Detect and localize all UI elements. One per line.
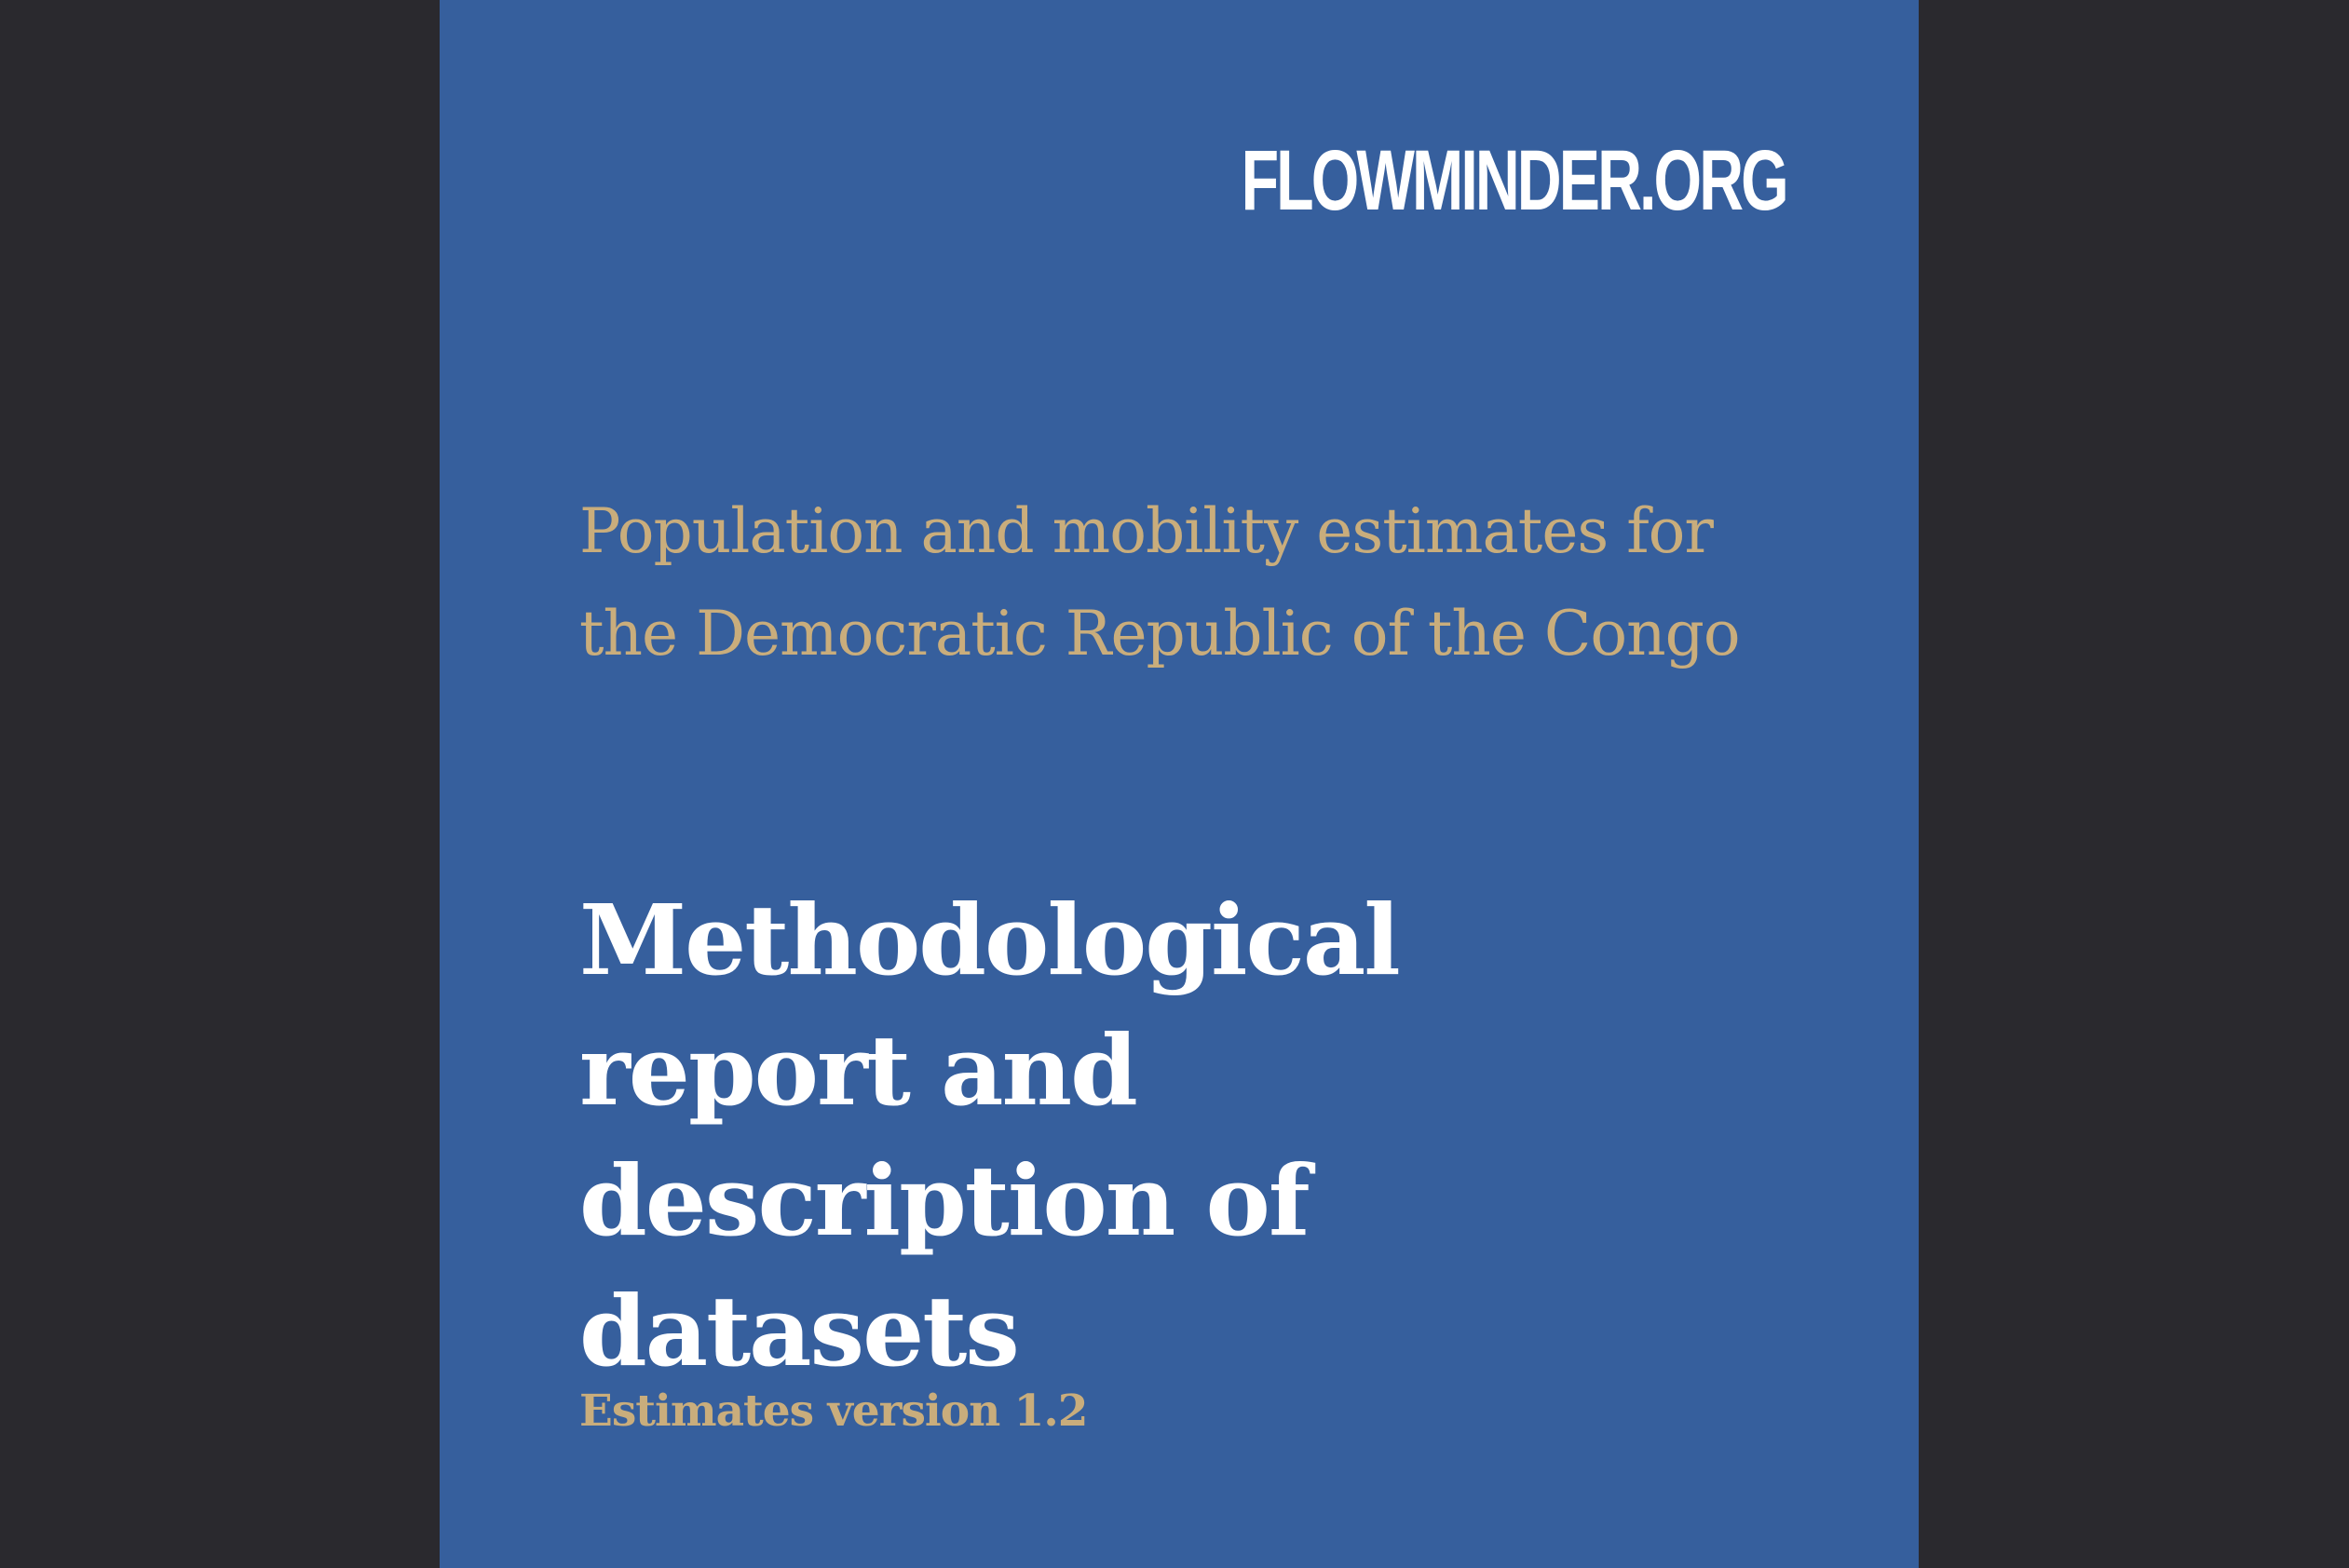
document-subtitle: Population and mobility estimates for the Democratic Republic of the Congo xyxy=(579,495,1740,669)
flowminder-logo: FLOWMINDER.ORG xyxy=(1241,133,1786,228)
document-title: Methodological report and description of datasets xyxy=(579,883,1399,1388)
cover-page xyxy=(440,0,1919,1568)
version-label: Estimates version 1.2 xyxy=(579,1386,1088,1437)
